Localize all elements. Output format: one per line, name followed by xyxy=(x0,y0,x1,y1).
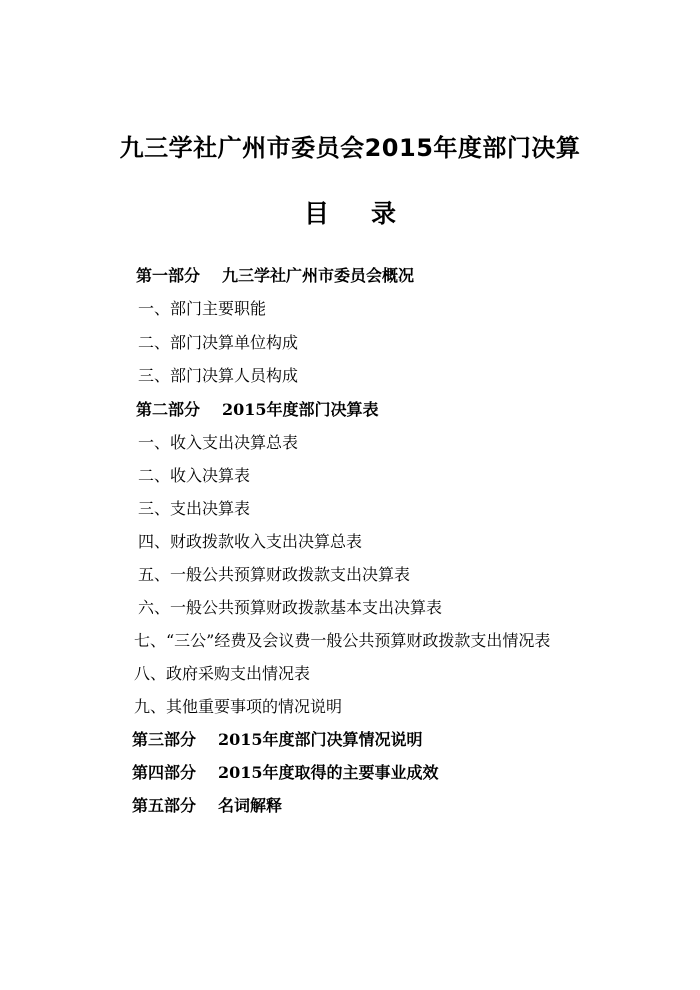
toc-item xyxy=(134,664,310,684)
toc-item xyxy=(138,532,362,552)
toc-text: 七、“三公”经费及会议费一般公共预算财政拨款支出情况表 xyxy=(134,631,551,650)
toc-part-label: 第三部分 xyxy=(132,730,197,749)
toc-item xyxy=(138,333,298,353)
toc-heading: 目录 xyxy=(303,199,438,228)
toc-item xyxy=(138,499,250,519)
toc-item xyxy=(134,631,550,651)
toc-text: 二、部门决算单位构成 xyxy=(138,333,299,352)
toc-text: 五、一般公共预算财政拨款支出决算表 xyxy=(138,565,411,584)
toc-text: 名词解释 xyxy=(218,796,283,815)
toc-item xyxy=(138,598,442,618)
toc-text: 2015年度取得的主要事业成效 xyxy=(218,763,439,782)
toc-item xyxy=(138,366,298,386)
toc-item xyxy=(138,466,250,486)
toc-part-heading xyxy=(136,400,379,420)
toc-part-heading xyxy=(132,730,423,750)
toc-item xyxy=(138,299,266,319)
toc-text: 三、支出决算表 xyxy=(138,499,251,518)
toc-text: 八、政府采购支出情况表 xyxy=(134,664,311,683)
toc-part-heading xyxy=(136,266,414,286)
toc-part-label: 第一部分 xyxy=(136,266,201,285)
toc-part-label: 第四部分 xyxy=(132,763,197,782)
toc-text: 九、其他重要事项的情况说明 xyxy=(134,697,343,716)
toc-part-heading xyxy=(132,796,282,816)
toc-text: 2015年度部门决算表 xyxy=(222,400,379,419)
toc-part-label: 第五部分 xyxy=(132,796,197,815)
toc-text: 二、收入决算表 xyxy=(138,466,251,485)
toc-text: 2015年度部门决算情况说明 xyxy=(218,730,423,749)
toc-text: 六、一般公共预算财政拨款基本支出决算表 xyxy=(138,598,443,617)
toc-text: 一、部门主要职能 xyxy=(138,299,267,318)
document-title: 九三学社广州市委员会2015年度部门决算 xyxy=(119,134,581,162)
toc-text: 九三学社广州市委员会概况 xyxy=(222,266,415,285)
toc-text: 三、部门决算人员构成 xyxy=(138,366,299,385)
toc-text: 四、财政拨款收入支出决算总表 xyxy=(138,532,363,551)
toc-item xyxy=(138,433,298,453)
toc-item xyxy=(134,697,342,717)
toc-text: 一、收入支出决算总表 xyxy=(138,433,299,452)
toc-part-label: 第二部分 xyxy=(136,400,201,419)
toc-part-heading xyxy=(132,763,439,783)
toc-item xyxy=(138,565,410,585)
